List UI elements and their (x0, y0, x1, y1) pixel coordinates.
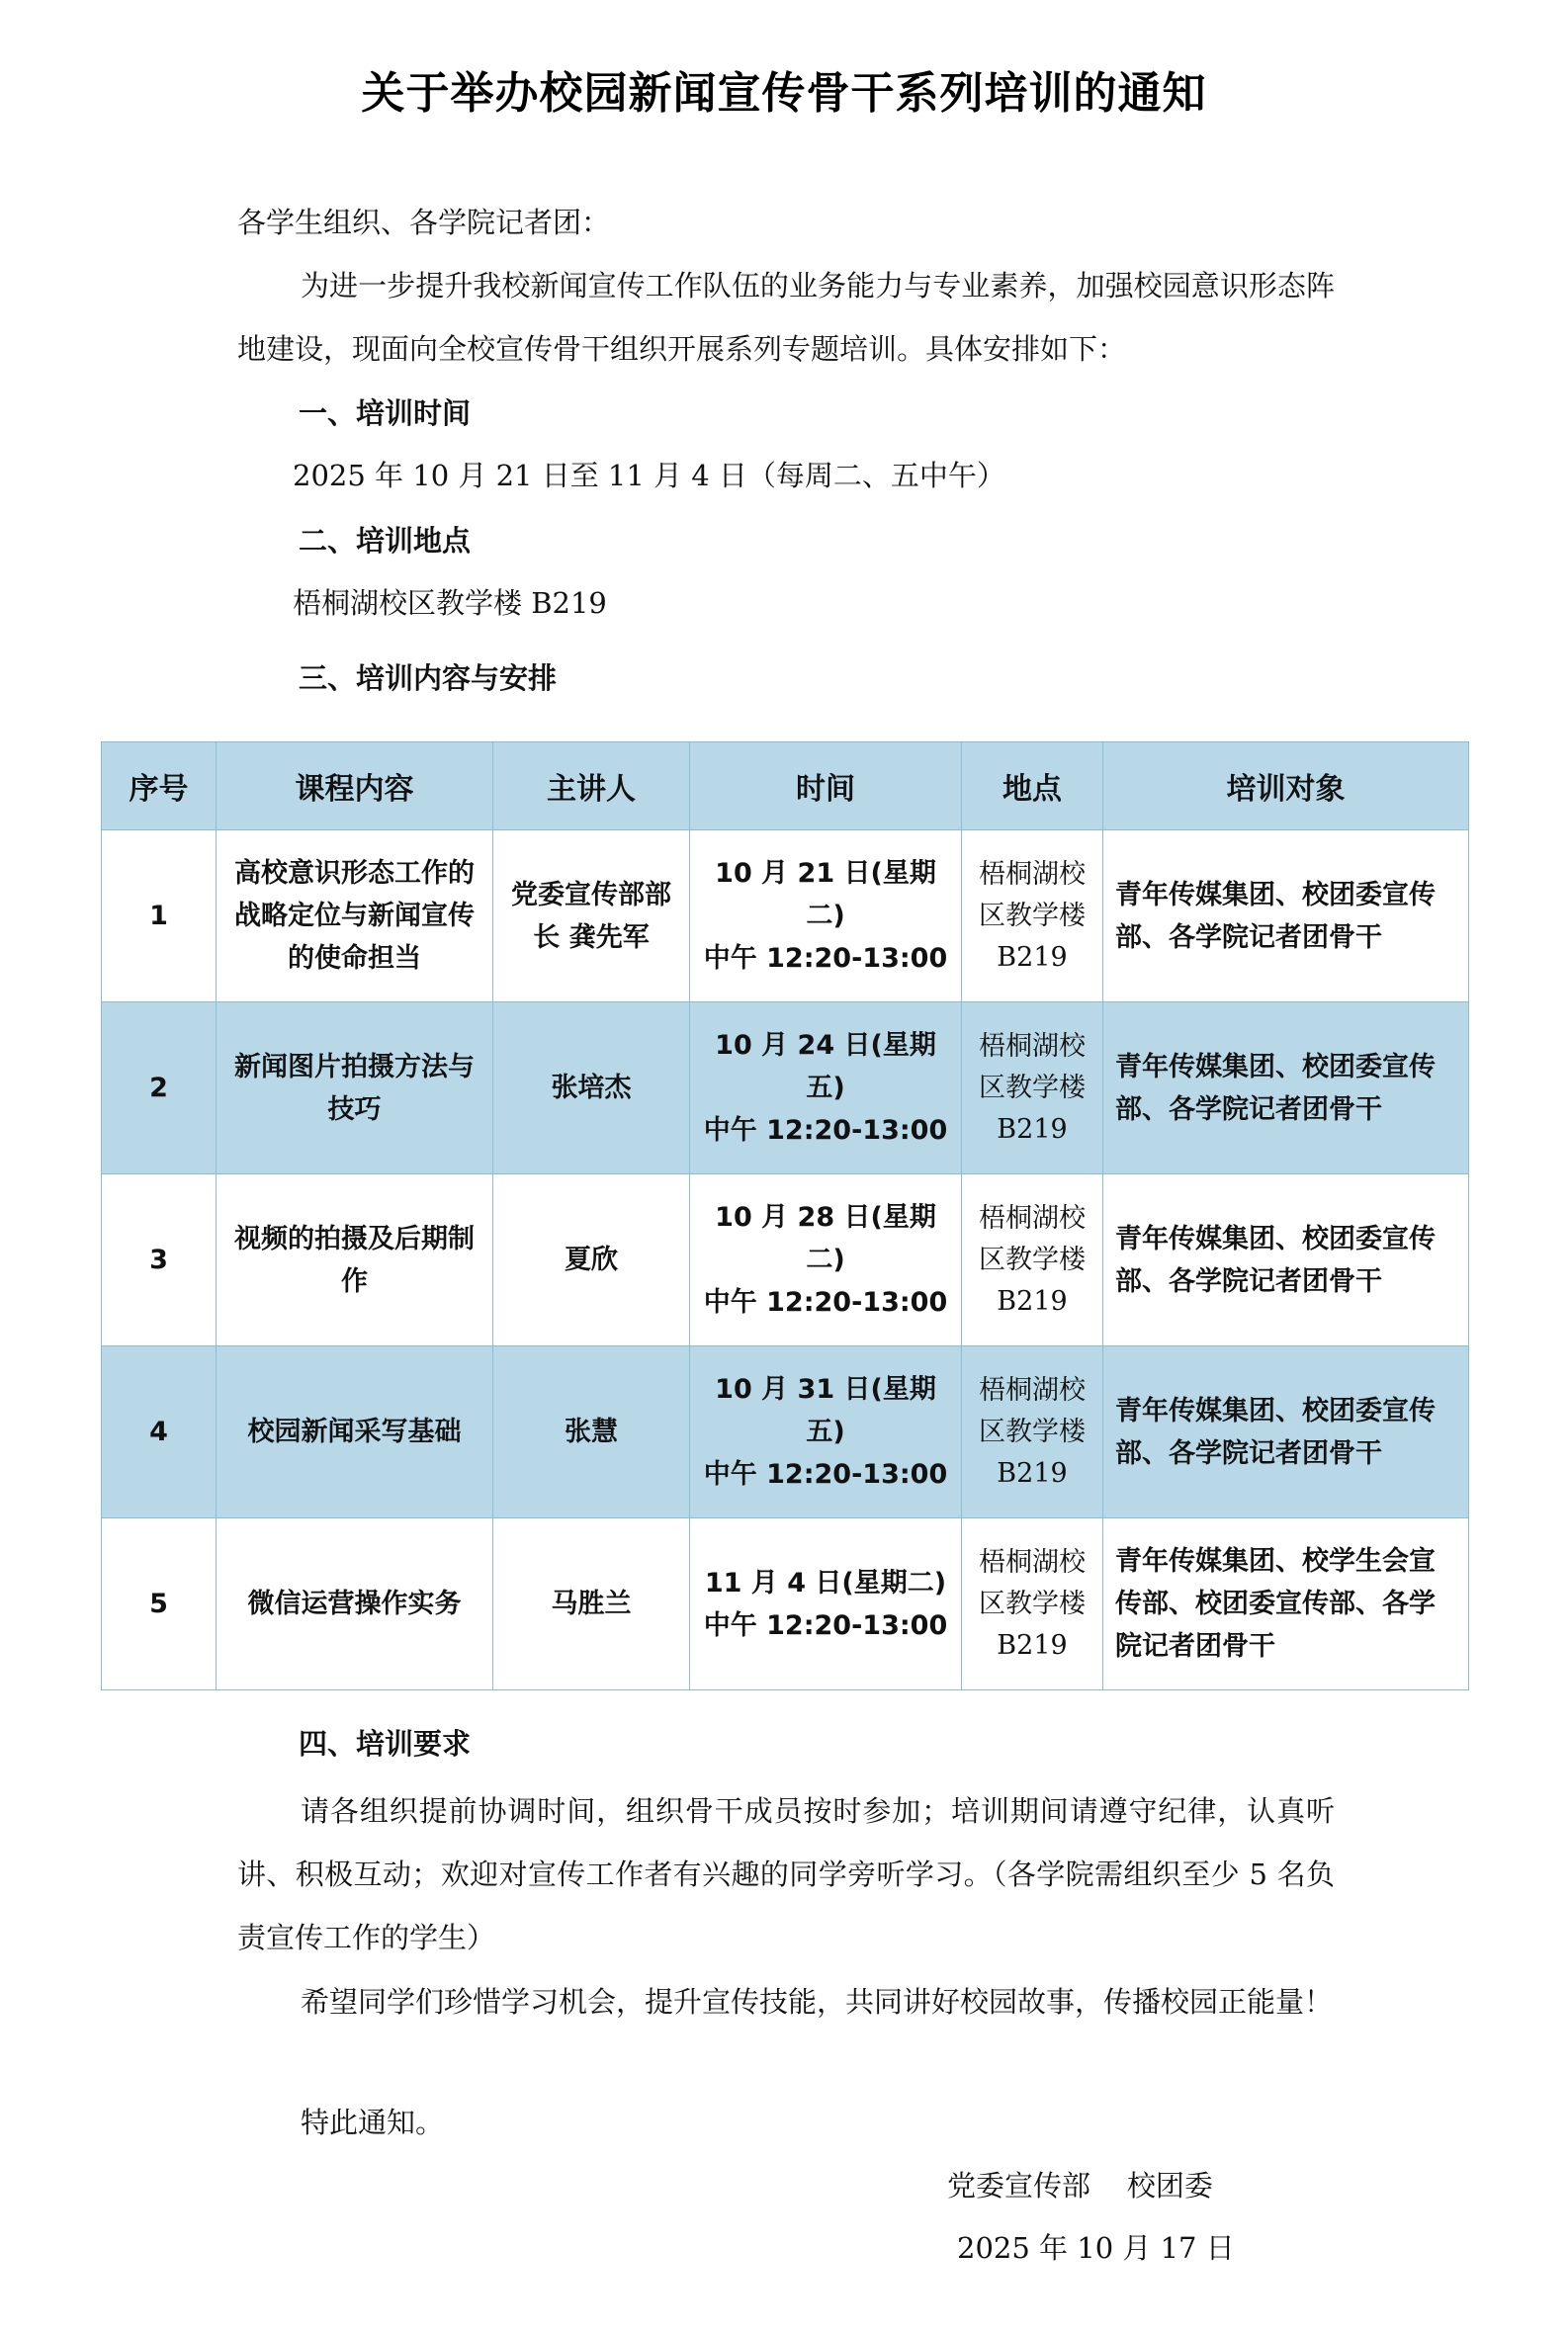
cell-speaker: 张培杰 (493, 1002, 690, 1174)
cell-date: 10 月 31 日(星期五) (715, 1374, 936, 1447)
schedule-table (101, 741, 1469, 1690)
table-row (102, 1346, 1469, 1518)
intro-paragraph: 为进一步提升我校新闻宣传工作队伍的业务能力与专业素养，加强校园意识形态阵地建设，现面向全校宣传骨干组织开展系列专题培训。具体安排如下： (237, 269, 1335, 366)
cell-place: 梧桐湖校区教学楼B219 (962, 1002, 1103, 1174)
cell-place: 梧桐湖校区教学楼B219 (962, 1346, 1103, 1518)
cell-audience: 青年传媒集团、校团委宣传部、各学院记者团骨干 (1103, 830, 1469, 1002)
table-row (102, 830, 1469, 1002)
cell-place: 梧桐湖校区教学楼B219 (962, 1174, 1103, 1346)
cell-no: 1 (102, 830, 217, 1002)
cell-time (690, 830, 962, 1002)
cell-no: 4 (102, 1346, 217, 1518)
cell-no: 3 (102, 1174, 217, 1346)
cell-time (690, 1518, 962, 1690)
header-no: 序号 (102, 742, 217, 830)
cell-audience: 青年传媒集团、校团委宣传部、各学院记者团骨干 (1103, 1174, 1469, 1346)
signature-organizations: 党委宣传部 校团委 (947, 2169, 1213, 2203)
header-course: 课程内容 (217, 742, 493, 830)
cell-hours: 中午 12:20-13:00 (703, 1287, 948, 1318)
cell-course: 新闻图片拍摄方法与技巧 (217, 1002, 493, 1174)
salutation: 各学生组织、各学院记者团： (237, 206, 611, 239)
document-title: 关于举办校园新闻宣传骨干系列培训的通知 (361, 68, 1207, 119)
cell-speaker: 党委宣传部部长 龚先军 (493, 830, 690, 1002)
cell-date: 10 月 21 日(星期二) (715, 858, 936, 931)
notice-text: 特此通知。 (301, 2106, 445, 2139)
cell-date: 10 月 24 日(星期五) (715, 1030, 936, 1103)
training-time-value: 2025 年 10 月 21 日至 11 月 4 日（每周二、五中午） (293, 459, 1005, 492)
cell-course: 校园新闻采写基础 (217, 1346, 493, 1518)
header-speaker: 主讲人 (493, 742, 690, 830)
header-time: 时间 (690, 742, 962, 830)
cell-date: 11 月 4 日(星期二) (704, 1567, 947, 1599)
cell-course: 微信运营操作实务 (217, 1518, 493, 1690)
table-row (102, 1174, 1469, 1346)
cell-speaker: 马胜兰 (493, 1518, 690, 1690)
section-heading-requirements: 四、培训要求 (299, 1727, 472, 1761)
closing-paragraph: 希望同学们珍惜学习机会，提升宣传技能，共同讲好校园故事，传播校园正能量！ (301, 1985, 1334, 2019)
section-heading-time: 一、培训时间 (299, 396, 472, 430)
cell-speaker: 张慧 (493, 1346, 690, 1518)
cell-audience: 青年传媒集团、校学生会宣传部、校团委宣传部、各学院记者团骨干 (1103, 1518, 1469, 1690)
cell-hours: 中午 12:20-13:00 (703, 1459, 948, 1490)
training-place-value: 梧桐湖校区教学楼 B219 (293, 586, 607, 620)
requirements-paragraph: 请各组织提前协调时间，组织骨干成员按时参加；培训期间请遵守纪律，认真听讲、积极互动；欢迎对宣传工作者有兴趣的同学旁听学习。（各学院需组织至少 5 名负责宣传工作的学生） (237, 1794, 1335, 1954)
header-place: 地点 (962, 742, 1103, 830)
cell-course: 高校意识形态工作的战略定位与新闻宣传的使命担当 (217, 830, 493, 1002)
section-heading-content: 三、培训内容与安排 (299, 661, 558, 695)
cell-no: 2 (102, 1002, 217, 1174)
cell-hours: 中午 12:20-13:00 (703, 1115, 948, 1146)
cell-place: 梧桐湖校区教学楼B219 (962, 830, 1103, 1002)
cell-time (690, 1002, 962, 1174)
table-row (102, 1002, 1469, 1174)
header-audience: 培训对象 (1103, 742, 1469, 830)
cell-date: 10 月 28 日(星期二) (715, 1202, 936, 1275)
cell-hours: 中午 12:20-13:00 (703, 943, 948, 974)
cell-course: 视频的拍摄及后期制作 (217, 1174, 493, 1346)
table-header-row (102, 742, 1469, 830)
cell-no: 5 (102, 1518, 217, 1690)
cell-speaker: 夏欣 (493, 1174, 690, 1346)
cell-audience: 青年传媒集团、校团委宣传部、各学院记者团骨干 (1103, 1002, 1469, 1174)
section-heading-place: 二、培训地点 (299, 524, 472, 558)
cell-time (690, 1174, 962, 1346)
signature-date: 2025 年 10 月 17 日 (957, 2231, 1235, 2265)
cell-time (690, 1346, 962, 1518)
cell-audience: 青年传媒集团、校团委宣传部、各学院记者团骨干 (1103, 1346, 1469, 1518)
cell-place: 梧桐湖校区教学楼B219 (962, 1518, 1103, 1690)
cell-hours: 中午 12:20-13:00 (703, 1609, 948, 1641)
table-row (102, 1518, 1469, 1690)
